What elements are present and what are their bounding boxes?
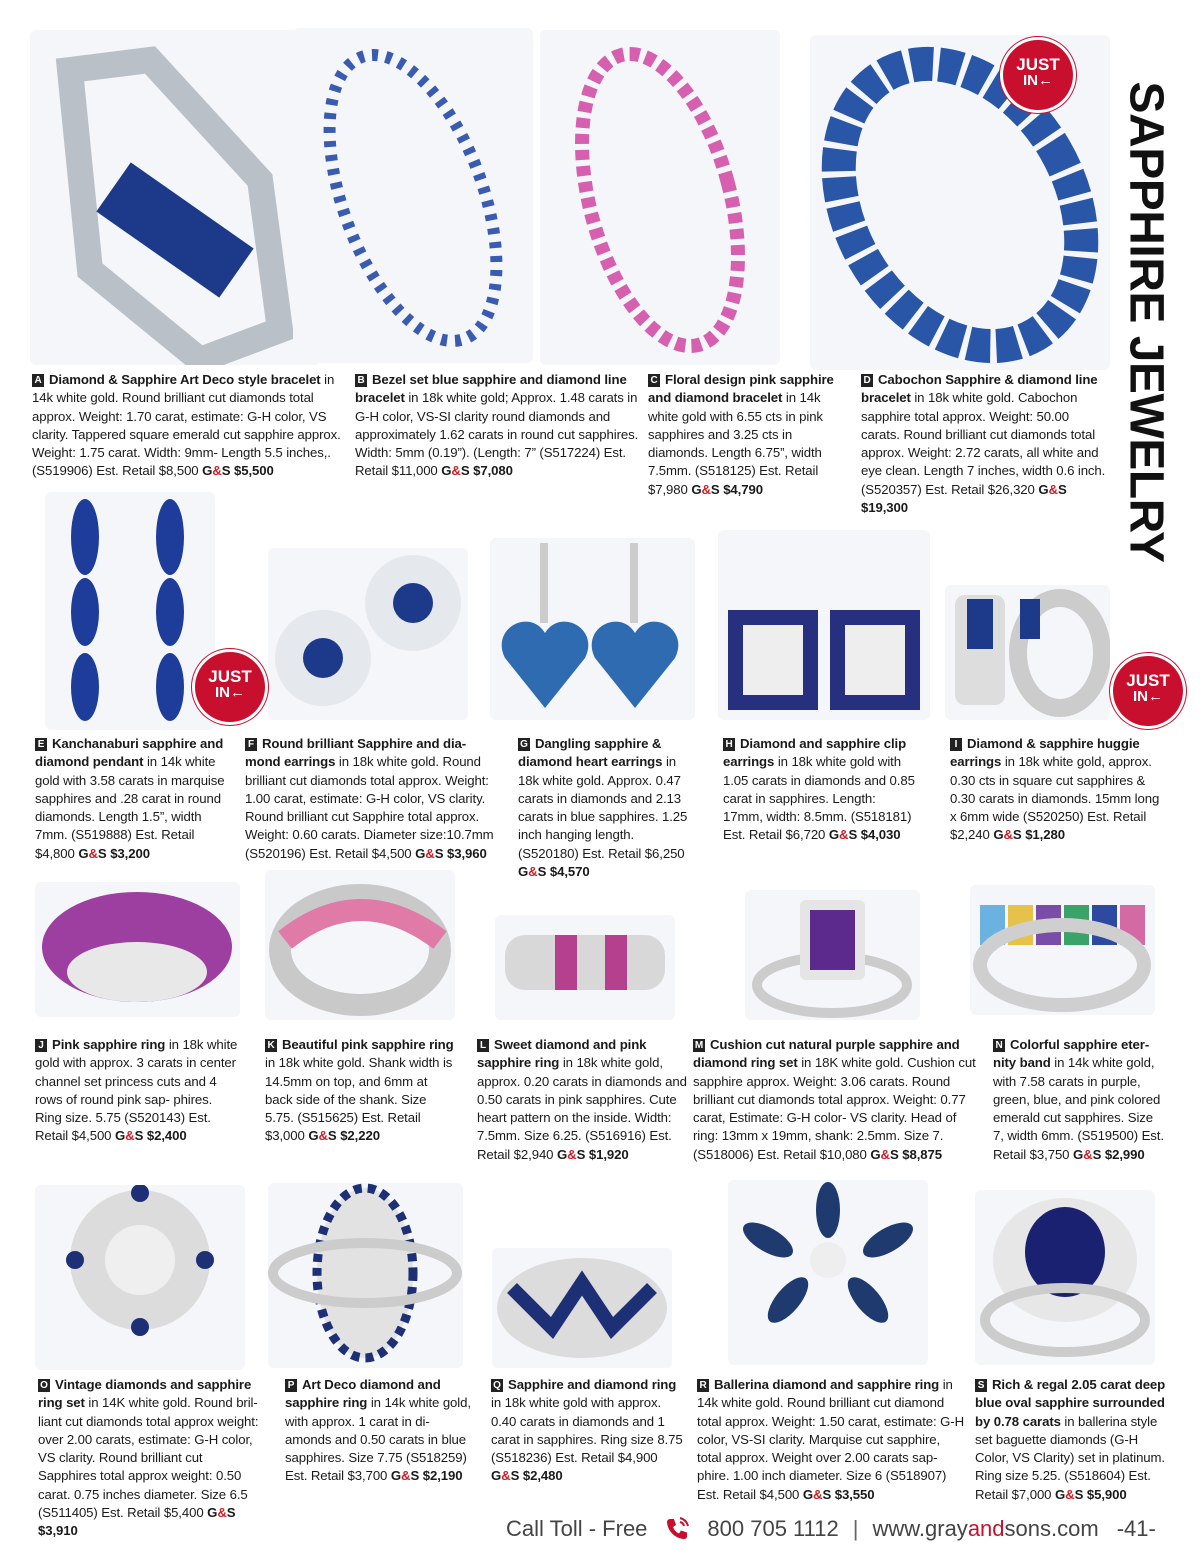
- item-o-description: [38, 1376, 263, 1541]
- item-letter: B: [355, 374, 367, 387]
- item-title: Art Deco diamond and sapphire ring: [285, 1377, 441, 1411]
- ring-s-image: [975, 1190, 1155, 1365]
- ring-q-image: [492, 1248, 672, 1368]
- bracelet-c-image: [540, 30, 780, 365]
- item-price: G&S $2,190: [390, 1468, 463, 1484]
- item-title: Dangling sapphire & diamond heart earrings: [518, 736, 663, 770]
- item-e-description: [35, 735, 235, 863]
- item-price: G&S $4,030: [828, 827, 901, 843]
- item-desc: in 18k white gold with 1.05 carats in diamonds and 0.85 carat in sapphires. Length: 17mm, width: 8.5mm. (S518181) Est. Retail $6,720: [723, 754, 915, 843]
- page-number: -41-: [1116, 1516, 1156, 1541]
- item-h-description: [723, 735, 915, 845]
- item-price: G&S $8,875: [870, 1146, 942, 1162]
- item-letter: M: [694, 1040, 704, 1051]
- item-f-description: [245, 735, 500, 863]
- item-desc: in 14k white gold, with approx. 1 carat in di- amonds and 0.50 carats in blue sapphires. Size 7.75 (S518259) Est. Retail $3,700: [285, 1395, 471, 1484]
- item-desc: in ballerina style set baguette diamonds (G-H Color, VS Clarity) set in platinum. Ring size 5.25. (S518604) Est. Retail $7,000: [975, 1413, 1165, 1502]
- item-title: Round brilliant Sapphire and dia- mond earrings: [245, 736, 467, 770]
- item-price: G&S $1,280: [993, 827, 1065, 843]
- item-title: Sapphire and diamond ring: [508, 1377, 677, 1392]
- arrow-left-icon: ←: [1038, 72, 1053, 89]
- item-price: G&S $5,500: [202, 463, 274, 479]
- item-desc: in 18K white gold. Cushion cut sapphire approx. Weight: 3.06 carats. Round brilliant cut diamonds total approx. Weight: 0.77 carat, Estimate: G-H color- VS clarity. Head of ring: 13mm x 19mm, shank: 2.5mm. Size 7. (S518006) Est. Retail $10,080: [693, 1055, 976, 1162]
- item-desc: in 18k white gold, approx. 0.20 carats in diamonds and 0.50 carats in pink sapphires. Cute heart pattern on the inside. Width: 7.5mm. Size 6.25. (S516916) Est. Retail $2,940: [477, 1055, 687, 1162]
- item-d-description: [861, 371, 1111, 517]
- ring-l-image: [495, 915, 675, 1020]
- item-price: G&S $4,570: [518, 864, 590, 880]
- item-letter: A: [32, 374, 44, 387]
- footer: [506, 1512, 1156, 1546]
- item-p-description: [285, 1376, 475, 1486]
- item-letter: C: [648, 374, 660, 387]
- item-desc: in 18k white gold. Shank width is 14.5mm on top, and 6mm at back side of the shank. Size 5.75. (S515625) Est. Retail $3,000: [265, 1055, 453, 1144]
- item-title: Diamond and sapphire clip earrings: [723, 736, 907, 770]
- item-price: G&S $2,480: [491, 1468, 563, 1484]
- item-m-description: [693, 1036, 978, 1164]
- item-i-description: [950, 735, 1164, 845]
- call-toll-free-label: Call Toll - Free: [506, 1516, 648, 1541]
- item-desc: in 14k white gold. Round brilliant cut diamond total approx. Weight: 1.50 carat, estimate: G-H color, VS-SI clarity. Marquise cut sapphire, total approx. Weight over 2.00 carats sap- phire. 1.00 inch diameter. Size 6 (S518907) Est. Retail $4,500: [697, 1377, 964, 1502]
- just-in-badge: JUST IN←: [195, 652, 265, 722]
- phone-number[interactable]: 800 705 1112: [707, 1516, 839, 1541]
- item-title: Kanchanaburi sapphire and diamond pendant: [35, 736, 224, 770]
- item-title: Diamond & sapphire huggie earrings: [950, 736, 1140, 770]
- item-title: Ballerina diamond and sapphire ring: [714, 1377, 940, 1392]
- item-letter: Q: [491, 1379, 503, 1392]
- item-title: Rich & regal 2.05 carat deep blue oval sapphire surrounded by 0.78 carats: [975, 1377, 1166, 1429]
- ring-m-image: [745, 890, 920, 1020]
- ring-r-image: [728, 1180, 928, 1365]
- item-title: Cabochon Sapphire & diamond line bracelet: [861, 372, 1098, 406]
- item-desc: in 18k white gold, approx. 0.30 cts in square cut sapphires & 0.30 carats in diamonds. 15mm long x 6mm wide (S520250) Est. Retail $2,240: [950, 754, 1160, 843]
- item-desc: in 14k white gold with 3.58 carats in marquise sapphires and .28 carat in round diamonds. Length 1.5”, width 7mm. (S519888) Est. Retail $4,800: [35, 754, 225, 861]
- website-link[interactable]: www.grayandsons.com: [872, 1516, 1099, 1541]
- ring-j-image: [35, 882, 240, 1017]
- item-n-description: [993, 1036, 1165, 1164]
- item-price: G&S $3,550: [802, 1486, 875, 1502]
- item-letter: E: [35, 738, 47, 751]
- earrings-f-image: [268, 548, 468, 720]
- item-b-description: [355, 371, 640, 481]
- bracelet-b-image: [293, 28, 533, 363]
- item-price: G&S $7,080: [441, 463, 513, 479]
- item-c-description: [648, 371, 846, 499]
- arrow-left-icon: ←: [1148, 688, 1163, 705]
- earrings-h-image: [718, 530, 930, 720]
- earrings-i-image: [945, 585, 1110, 720]
- item-letter: L: [477, 1039, 489, 1052]
- item-price: G&S $19,300: [861, 481, 1067, 516]
- bracelet-a-image: [30, 30, 320, 365]
- arrow-left-icon: ←: [230, 684, 245, 701]
- item-title: Vintage diamonds and sapphire ring set: [38, 1377, 252, 1411]
- item-desc: in 14k white gold with 6.55 cts in pink sapphires and 3.25 cts in diamonds. Length 6.75”, width 7.5mm. (S518125) Est. Retail $7,980: [648, 390, 823, 497]
- ring-k-image: [265, 870, 455, 1020]
- item-a-description: [32, 371, 344, 481]
- item-letter: F: [245, 738, 257, 751]
- item-g-description: [518, 735, 698, 881]
- item-title: Floral design pink sapphire and diamond bracelet: [648, 372, 834, 406]
- item-desc: in 14K white gold. Round bril- liant cut diamonds total approx weight: over 2.00 carats, estimate: G-H color, VS clarity. Round brilliant cut Sapphires total approx weight: 0.50 carat. 0.75 inches diameter. Size 6.5 (S511405) Est. Retail $5,400: [38, 1395, 259, 1521]
- item-title: Diamond & Sapphire Art Deco style bracelet: [49, 372, 321, 387]
- item-q-description: [491, 1376, 687, 1486]
- item-desc: in 18k white gold. Approx. 0.47 carats in diamonds and 2.13 carats in blue sapphires. 1.25 inch hanging length. (S520180) Est. Retail $6,250: [518, 754, 688, 861]
- item-letter: O: [38, 1379, 50, 1392]
- ring-n-image: [970, 885, 1155, 1015]
- item-j-description: [35, 1036, 240, 1146]
- item-desc: in 18k white gold; Approx. 1.48 carats in G-H color, VS-SI clarity round diamonds and approximately 1.62 carats in round cut sapphires. Width: 5mm (0.19”). (Length: 7” (S517224) Est. Retail $11,000: [355, 390, 639, 479]
- item-l-description: [477, 1036, 687, 1164]
- page-title: SAPPHIRE JEWELRY: [1119, 81, 1173, 563]
- item-letter: G: [518, 738, 530, 751]
- item-letter: S: [975, 1379, 987, 1392]
- just-in-badge: JUST IN←: [1113, 656, 1183, 726]
- earrings-g-image: [490, 538, 695, 720]
- item-desc: in 18k white gold. Cabochon sapphire total approx. Weight: 50.00 carats. Round brilliant cut diamonds total approx. Weight: 2.72 carats, all white and eye clean. Length 7 inches, width 0.6 inch. (S520357) Est. Retail $26,320: [861, 390, 1106, 497]
- item-desc: in 14k white gold. Round brilliant cut diamonds total approx. Weight: 1.70 carat, estimate: G-H color, VS clarity. Tappered square emerald cut sapphire approx. Weight: 1.75 carat. Width: 9mm- Length 5.5 inches,. (S519906) Est. Retail $8,500: [32, 372, 341, 479]
- item-letter: I: [950, 738, 962, 751]
- item-letter: H: [723, 738, 735, 751]
- item-price: G&S $3,200: [78, 845, 150, 861]
- item-desc: in 18k white gold. Round brilliant cut diamonds total approx. Weight: 1.00 carat, estimate: G-H color, VS clarity. Round brilliant cut Sapphire total approx. Weight: 0.60 carats. Diameter size:10.7mm (S520196) Est. Retail $4,500: [245, 754, 494, 861]
- item-price: G&S $5,900: [1054, 1486, 1127, 1502]
- item-letter: D: [861, 374, 873, 387]
- item-title: Pink sapphire ring: [52, 1037, 166, 1052]
- item-price: G&S $2,990: [1072, 1146, 1145, 1162]
- pendant-e-image: [45, 492, 215, 730]
- ring-o-image: [35, 1185, 245, 1370]
- item-desc: in 18k white gold with approx. 3 carats in center channel set princess cuts and 4 rows of round pink sap- phires. Ring size. 5.75 (S520143) Est. Retail $4,500: [35, 1037, 238, 1144]
- item-price: G&S $3,960: [415, 845, 487, 861]
- item-letter: J: [35, 1039, 47, 1052]
- item-letter: P: [285, 1379, 297, 1392]
- item-s-description: [975, 1376, 1173, 1504]
- footer-separator: |: [852, 1516, 859, 1541]
- item-title: Colorful sapphire eter- nity band: [993, 1037, 1150, 1071]
- item-price: G&S $2,400: [114, 1128, 187, 1144]
- item-letter: R: [697, 1379, 709, 1392]
- item-letter: N: [993, 1039, 1005, 1052]
- item-price: G&S $4,790: [691, 481, 763, 497]
- item-price: G&S $2,220: [308, 1128, 380, 1144]
- just-in-badge: JUST IN←: [1003, 40, 1073, 110]
- ring-p-image: [268, 1183, 463, 1368]
- item-title: Sweet diamond and pink sapphire ring: [477, 1037, 647, 1071]
- item-price: G&S $3,910: [38, 1505, 236, 1539]
- item-desc: in 18k white gold with approx. 0.40 carats in diamonds and 1 carat in sapphires. Ring size 8.75 (S518236) Est. Retail $4,900: [491, 1395, 683, 1466]
- item-title: Cushion cut natural purple sapphire and diamond ring set: [693, 1037, 960, 1071]
- item-r-description: [697, 1376, 965, 1504]
- item-title: Bezel set blue sapphire and diamond line bracelet: [355, 372, 627, 406]
- item-k-description: [265, 1036, 455, 1146]
- item-title: Beautiful pink sapphire ring: [282, 1037, 454, 1052]
- item-price: G&S $1,920: [556, 1146, 629, 1162]
- item-letter: K: [265, 1039, 277, 1052]
- item-desc: in 14k white gold, with 7.58 carats in purple, green, blue, and pink colored emerald cut sapphires. Size 7, width 6mm. (S519500) Est. Retail $3,750: [993, 1055, 1164, 1162]
- phone-icon: [663, 1515, 691, 1543]
